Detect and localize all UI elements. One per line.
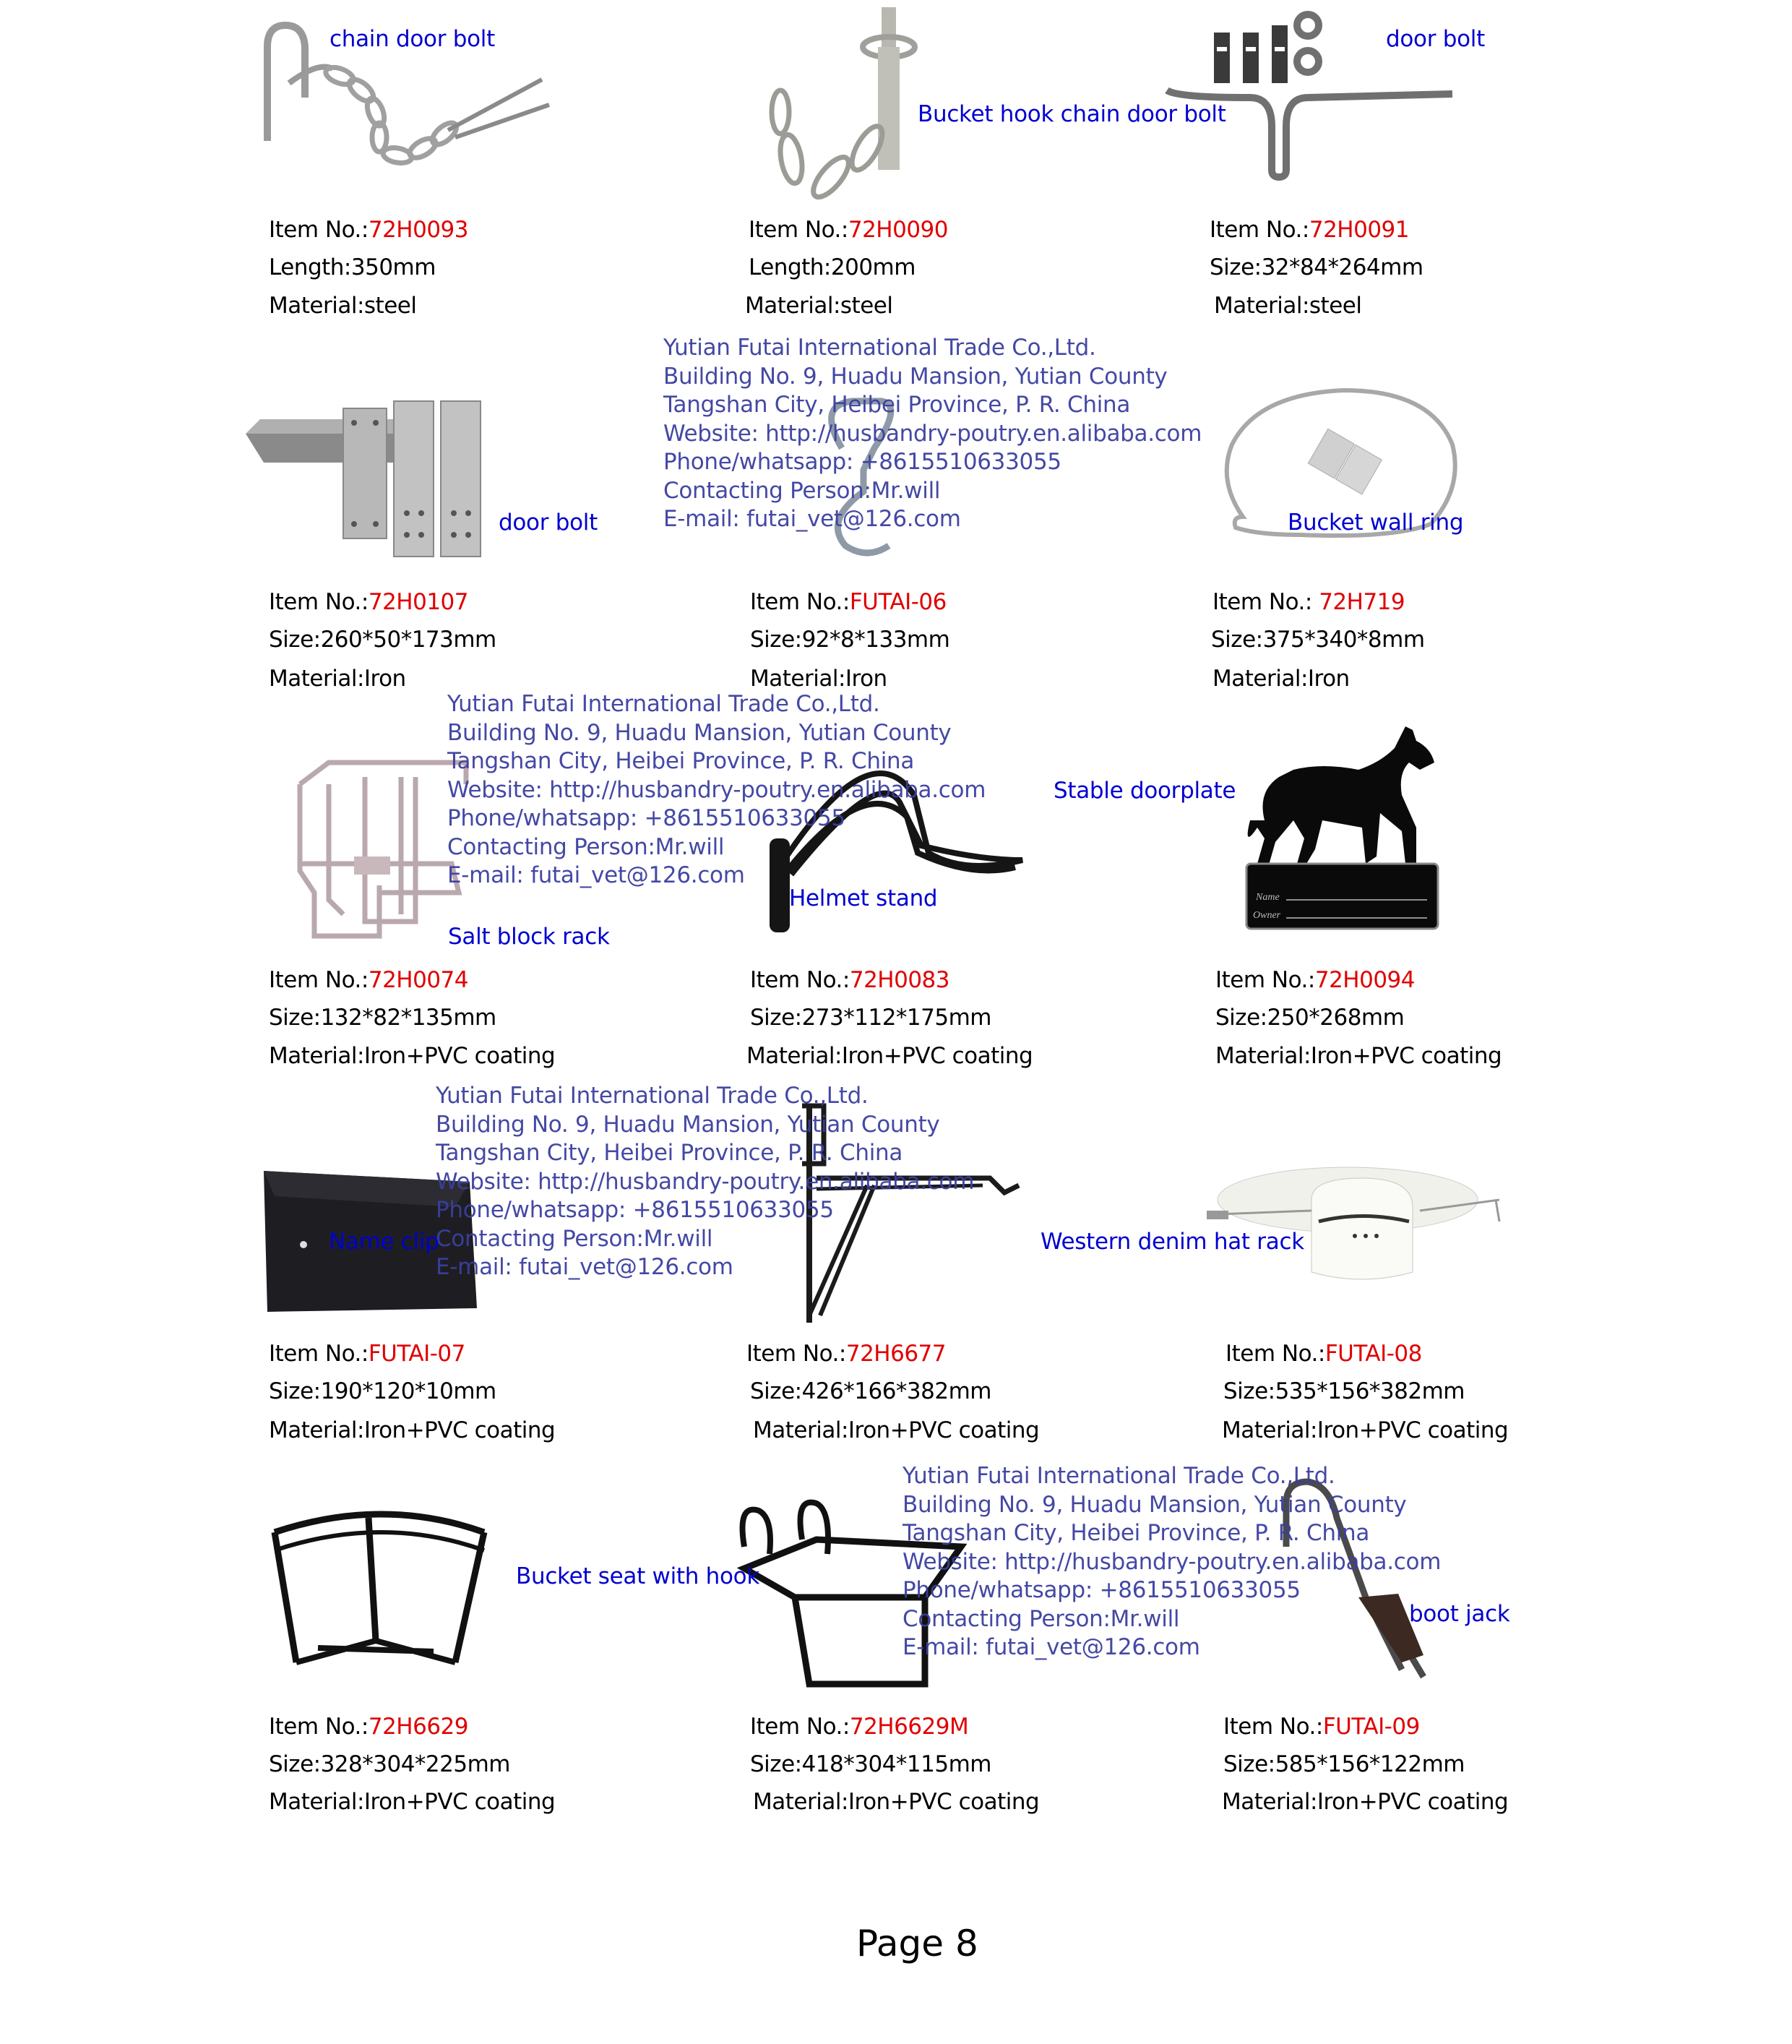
item-spec-material: Material:steel	[745, 293, 893, 319]
item-spec-size: Size:328*304*225mm	[269, 1751, 510, 1777]
item-spec-size: Size:260*50*173mm	[269, 627, 496, 653]
item-number: Item No.:72H0083	[750, 967, 949, 993]
watermark-city: Tangshan City, Heibei Province, P. R. China	[903, 1520, 1370, 1546]
item-spec-size: Size:190*120*10mm	[269, 1378, 496, 1404]
label-salt-block-rack: Salt block rack	[448, 924, 610, 950]
doorplate-name-text: Name	[1256, 892, 1280, 903]
door-bolt-latch-image	[242, 390, 502, 564]
company-watermark	[663, 334, 1202, 534]
item-spec-size: Size:92*8*133mm	[750, 627, 950, 653]
watermark-contact: Contacting Person:Mr.will	[663, 477, 941, 504]
watermark-phone: Phone/whatsapp: +8615510633055	[447, 805, 845, 831]
item-spec-material: Material:Iron+PVC coating	[746, 1043, 1033, 1069]
item-spec-size: Length:200mm	[749, 254, 916, 280]
watermark-email: E-mail: futai_vet@126.com	[447, 862, 745, 888]
watermark-city: Tangshan City, Heibei Province, P. R. China	[447, 748, 915, 774]
label-helmet-stand: Helmet stand	[789, 885, 938, 911]
item-code: 72H0094	[1314, 967, 1415, 993]
item-spec-size: Size:585*156*122mm	[1223, 1751, 1465, 1777]
watermark-phone: Phone/whatsapp: +8615510633055	[903, 1577, 1301, 1603]
item-number: Item No.:72H0074	[269, 967, 468, 993]
item-code: 72H0083	[849, 967, 949, 993]
watermark-company: Yutian Futai International Trade Co.,Ltd.	[663, 335, 1096, 361]
item-number: Item No.:72H0107	[269, 589, 468, 615]
item-code: 72H0107	[368, 589, 468, 615]
item-spec-material: Material:Iron+PVC coating	[753, 1417, 1040, 1443]
bucket-hook-chain-image	[751, 4, 939, 206]
item-spec-material: Material:Iron+PVC coating	[269, 1417, 556, 1443]
item-number: Item No.:72H0094	[1215, 967, 1415, 993]
item-code: 72H0090	[848, 217, 948, 243]
watermark-company: Yutian Futai International Trade Co.,Ltd.	[903, 1463, 1335, 1489]
watermark-website: Website: http://husbandry-poutry.en.alibaba.com	[447, 776, 986, 803]
item-code: 72H0074	[368, 967, 468, 993]
watermark-email: E-mail: futai_vet@126.com	[436, 1254, 733, 1280]
item-code: FUTAI-06	[849, 589, 947, 615]
item-spec-material: Material:Iron+PVC coating	[753, 1789, 1040, 1815]
item-spec-material: Material:steel	[1214, 293, 1362, 319]
item-number: Item No.:FUTAI-09	[1223, 1714, 1420, 1740]
item-number: Item No.:72H6629	[269, 1714, 468, 1740]
label-bucket-hook-chain-door-bolt: Bucket hook chain door bolt	[918, 101, 1226, 127]
item-spec-material: Material:Iron+PVC coating	[1222, 1417, 1509, 1443]
label-western-hat-rack: Western denim hat rack	[1041, 1229, 1304, 1255]
watermark-email: E-mail: futai_vet@126.com	[903, 1634, 1200, 1660]
company-watermark	[447, 690, 986, 890]
item-spec-size: Size:250*268mm	[1215, 1005, 1405, 1031]
watermark-address: Building No. 9, Huadu Mansion, Yutian County	[903, 1491, 1407, 1518]
watermark-phone: Phone/whatsapp: +8615510633055	[436, 1197, 834, 1223]
item-spec-material: Material:Iron	[750, 666, 887, 692]
item-code: FUTAI-08	[1324, 1341, 1422, 1367]
label-door-bolt-t: door bolt	[1386, 26, 1485, 52]
item-spec-size: Size:132*82*135mm	[269, 1005, 496, 1031]
page-number: Page 8	[856, 1923, 978, 1964]
item-spec-size: Size:375*340*8mm	[1211, 627, 1425, 653]
item-code: FUTAI-07	[368, 1341, 465, 1367]
label-boot-jack: boot jack	[1409, 1601, 1510, 1627]
item-spec-material: Material:Iron	[1212, 666, 1350, 692]
item-code: 72H0091	[1309, 217, 1409, 243]
item-spec-material: Material:Iron+PVC coating	[1215, 1043, 1502, 1069]
company-watermark	[903, 1462, 1441, 1662]
watermark-website: Website: http://husbandry-poutry.en.alibaba.com	[663, 420, 1202, 447]
watermark-city: Tangshan City, Heibei Province, P. R. China	[663, 392, 1131, 418]
watermark-contact: Contacting Person:Mr.will	[903, 1605, 1180, 1632]
item-code: 72H719	[1319, 589, 1405, 615]
item-number: Item No.:72H0091	[1210, 217, 1409, 243]
item-number: Item No.:FUTAI-07	[269, 1341, 465, 1367]
doorplate-owner-text: Owner	[1253, 910, 1281, 921]
item-spec-material: Material:steel	[269, 293, 417, 319]
item-number: Item No.:72H0090	[749, 217, 948, 243]
company-watermark	[436, 1082, 974, 1282]
item-code: 72H0093	[368, 217, 468, 243]
item-code: 72H6629M	[849, 1714, 969, 1740]
item-number: Item No.:72H0093	[269, 217, 468, 243]
item-spec-material: Material:Iron+PVC coating	[269, 1789, 556, 1815]
watermark-company: Yutian Futai International Trade Co.,Ltd.	[447, 691, 880, 717]
label-bucket-seat: Bucket seat with hook	[516, 1563, 759, 1589]
label-door-bolt-latch: door bolt	[499, 510, 598, 536]
watermark-address: Building No. 9, Huadu Mansion, Yutian County	[663, 363, 1168, 390]
item-spec-material: Material:Iron+PVC coating	[1222, 1789, 1509, 1815]
watermark-contact: Contacting Person:Mr.will	[447, 833, 725, 860]
watermark-website: Website: http://husbandry-poutry.en.alibaba.com	[903, 1548, 1442, 1575]
item-number: Item No.:72H6629M	[750, 1714, 969, 1740]
watermark-address: Building No. 9, Huadu Mansion, Yutian County	[436, 1111, 940, 1138]
item-spec-size: Size:273*112*175mm	[750, 1005, 991, 1031]
item-spec-size: Length:350mm	[269, 254, 436, 280]
watermark-company: Yutian Futai International Trade Co.,Ltd.	[436, 1083, 869, 1109]
watermark-city: Tangshan City, Heibei Province, P. R. China	[436, 1140, 903, 1166]
item-code: 72H6629	[368, 1714, 468, 1740]
hat-rack-image	[1203, 1142, 1507, 1301]
item-code: FUTAI-09	[1322, 1714, 1420, 1740]
label-stable-doorplate: Stable doorplate	[1054, 778, 1236, 804]
watermark-contact: Contacting Person:Mr.will	[436, 1225, 713, 1252]
bucket-seat-image	[267, 1496, 499, 1691]
item-number: Item No.: 72H719	[1212, 589, 1405, 615]
label-chain-door-bolt: chain door bolt	[329, 26, 495, 52]
item-spec-size: Size:535*156*382mm	[1223, 1378, 1465, 1404]
item-spec-material: Material:Iron+PVC coating	[269, 1043, 556, 1069]
label-bucket-wall-ring: Bucket wall ring	[1288, 510, 1464, 536]
item-spec-size: Size:426*166*382mm	[750, 1378, 991, 1404]
label-name-clip: Name clip	[329, 1229, 439, 1255]
item-spec-size: Size:32*84*264mm	[1210, 254, 1423, 280]
horse-doorplate-image	[1236, 719, 1445, 947]
item-spec-material: Material:Iron	[269, 666, 406, 692]
item-number: Item No.:FUTAI-08	[1225, 1341, 1422, 1367]
watermark-phone: Phone/whatsapp: +8615510633055	[663, 449, 1061, 475]
watermark-email: E-mail: futai_vet@126.com	[663, 506, 961, 532]
item-number: Item No.:FUTAI-06	[750, 589, 947, 615]
watermark-address: Building No. 9, Huadu Mansion, Yutian County	[447, 719, 952, 746]
item-spec-size: Size:418*304*115mm	[750, 1751, 991, 1777]
watermark-website: Website: http://husbandry-poutry.en.alibaba.com	[436, 1168, 975, 1195]
item-code: 72H6677	[845, 1341, 946, 1367]
item-number: Item No.:72H6677	[746, 1341, 946, 1367]
